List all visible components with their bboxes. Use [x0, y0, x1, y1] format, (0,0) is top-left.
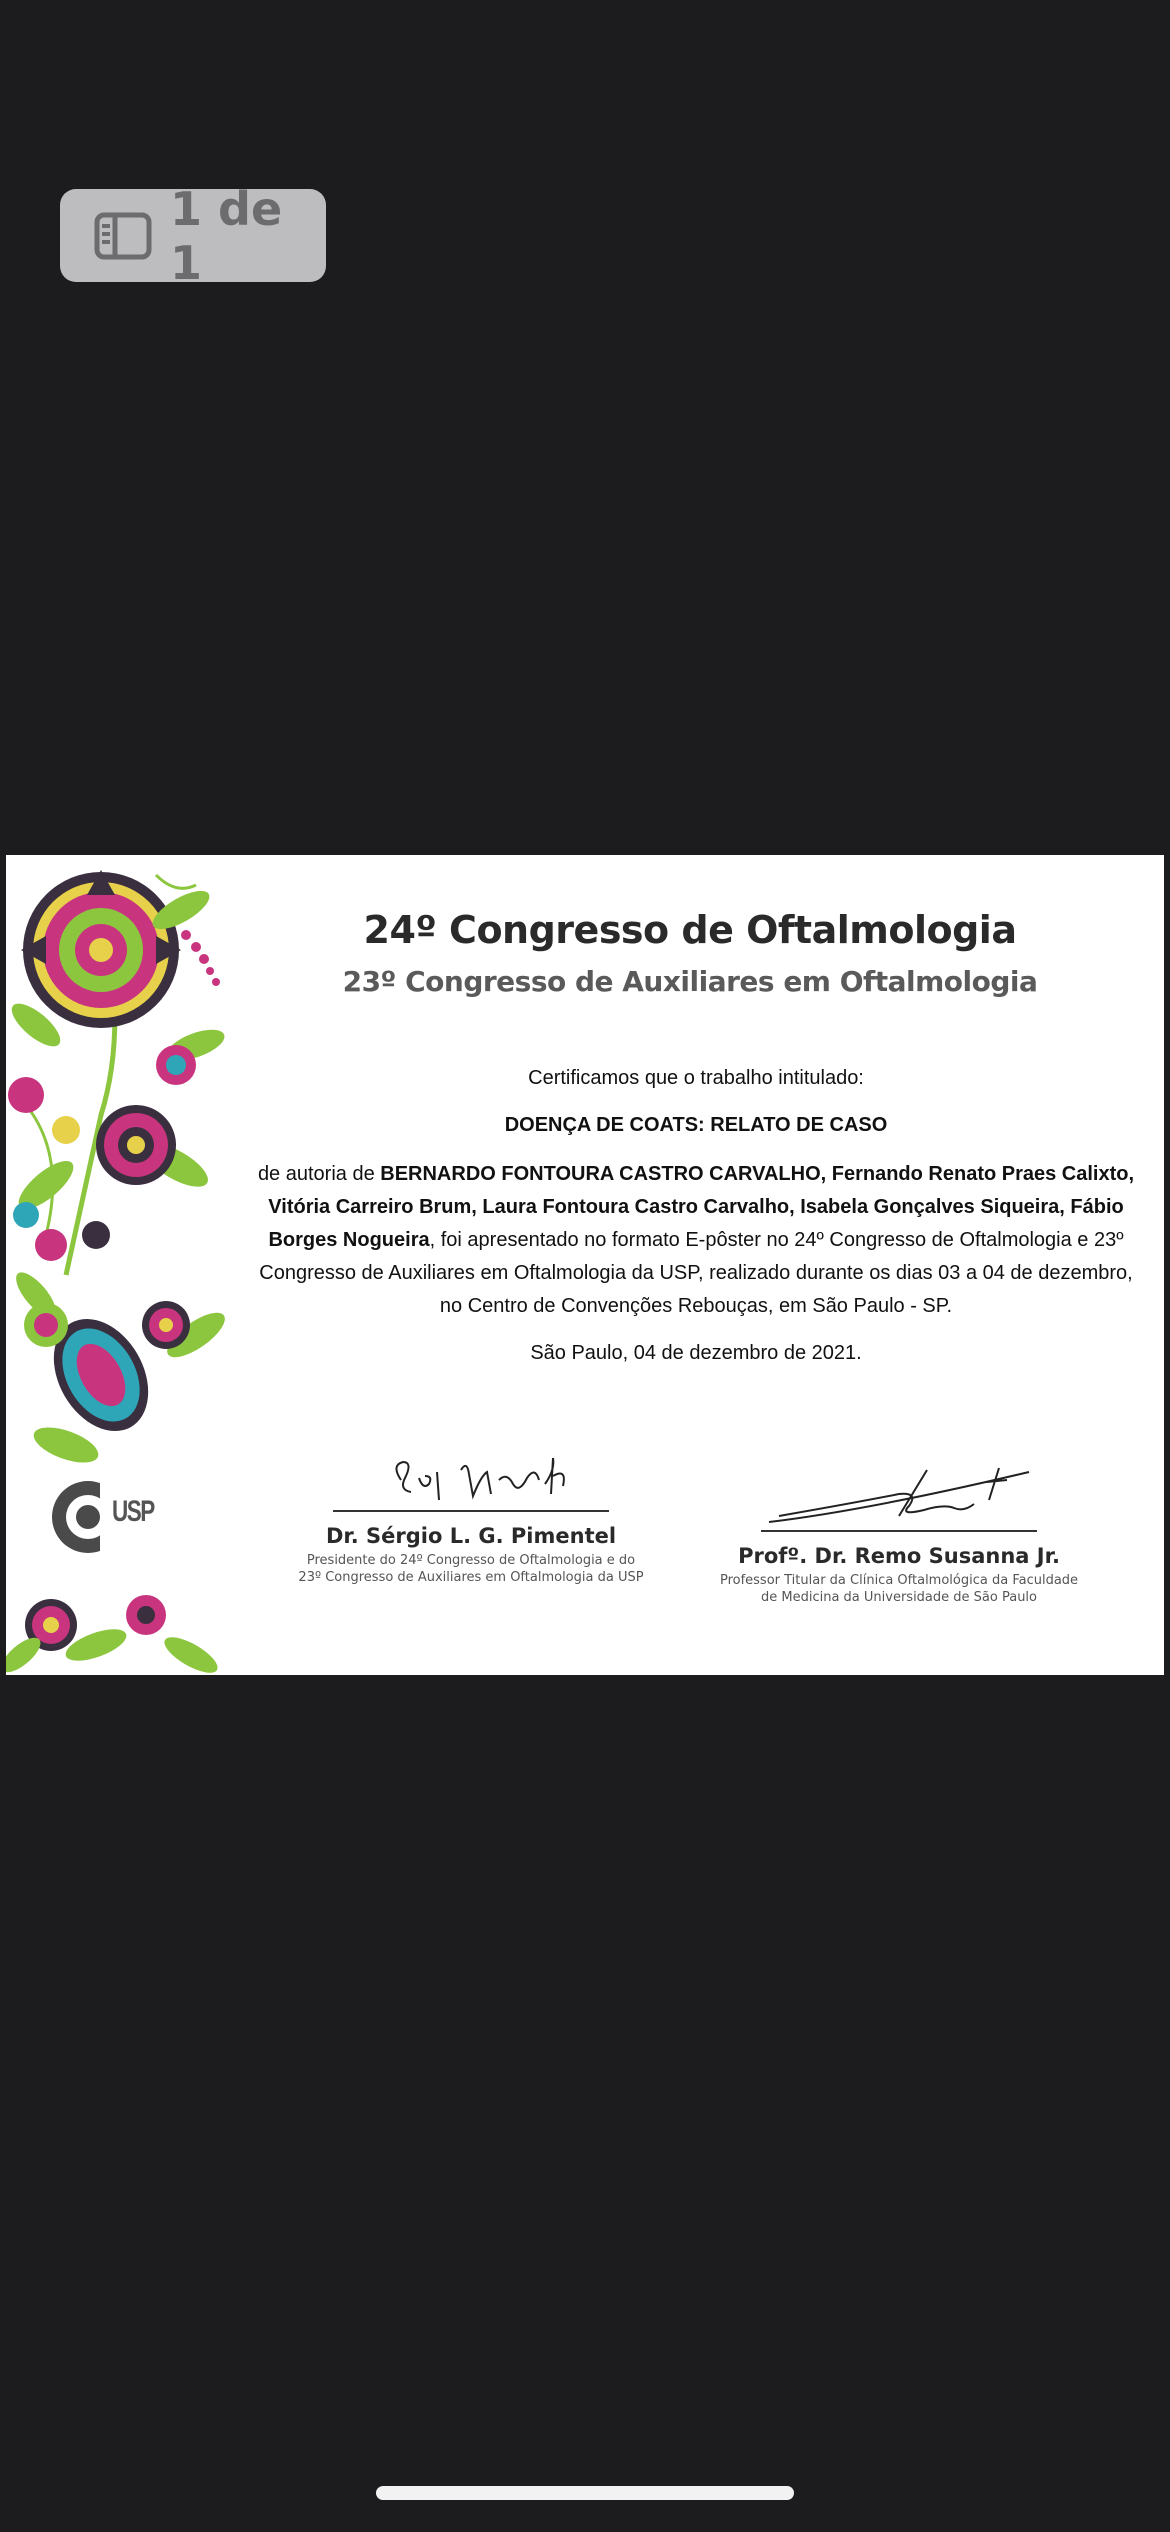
signatory-name-left: Dr. Sérgio L. G. Pimentel [325, 1524, 617, 1548]
signatory-role-left-2: 23º Congresso de Auxiliares em Oftalmologia da USP [298, 1570, 644, 1585]
intro-text: Certificamos que o trabalho intitulado: [528, 1067, 864, 1089]
body-prefix: de autoria de [257, 1163, 381, 1185]
signatory-role-right-1: Professor Titular da Clínica Oftalmológica da Faculdade [719, 1573, 1079, 1588]
page-indicator-label: 1 de 1 [170, 181, 283, 290]
page-indicator[interactable] [60, 181, 326, 290]
certificate-body [251, 1158, 1141, 1323]
signatory-role-right-2: de Medicina da Universidade de São Paulo [760, 1590, 1037, 1605]
certificate-title: 24º Congresso de Oftalmologia [363, 908, 1017, 952]
work-title: DOENÇA DE COATS: RELATO DE CASO [504, 1114, 888, 1136]
body-suffix: , foi apresentado no formato E-pôster no 24º Congresso de Oftalmologia e 23º Congresso de Auxiliares em Oftalmologia da USP, realizado durante os dias 03 a 04 de dezembro, no Centro de Convenções Rebouças, em São Paulo - SP. [259, 1229, 1133, 1317]
signature-block-left [281, 1450, 661, 1586]
handwritten-signature-right [749, 1450, 1049, 1530]
usp-logo-mark [50, 1475, 120, 1559]
signature-line-left [333, 1510, 609, 1512]
usp-logo-text: USP [112, 1495, 154, 1528]
signature-block-right [709, 1450, 1089, 1606]
signatory-role-left-1: Presidente do 24º Congresso de Oftalmologia e do [306, 1553, 636, 1568]
certificate-subtitle: 23º Congresso de Auxiliares em Oftalmologia [342, 965, 1038, 998]
signatory-name-right: Profº. Dr. Remo Susanna Jr. [738, 1544, 1060, 1568]
certificate-page [6, 855, 1164, 1675]
date-line: São Paulo, 04 de dezembro de 2021. [530, 1342, 862, 1364]
handwritten-signature-left [341, 1450, 601, 1510]
usp-logo [50, 1475, 160, 1559]
authors-list: BERNARDO FONTOURA CASTRO CARVALHO, Fernando Renato Praes Calixto, Vitória Carreiro Brum, Laura Fontoura Castro Carvalho, Isabela Gonçalves Siqueira, Fábio Borges Nogueira [268, 1163, 1135, 1251]
home-indicator[interactable] [376, 2486, 794, 2500]
sidebar-icon [94, 212, 152, 260]
signature-line-right [761, 1530, 1037, 1532]
